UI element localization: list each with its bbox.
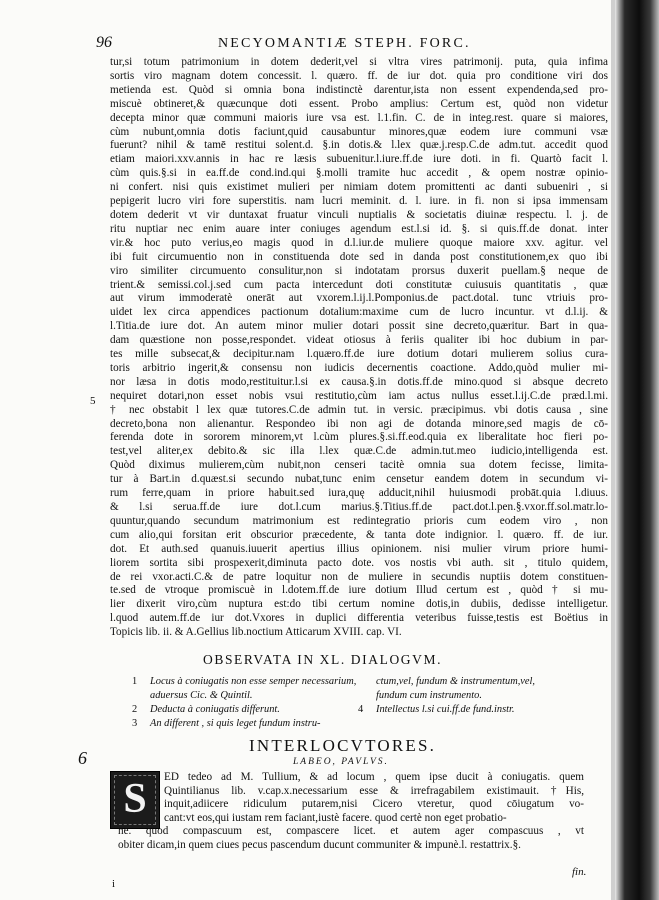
text-line: Quòd diximus mulierem,cùm nubit,non censeri tacitè omnia sua dotem fecisse, limita- — [110, 459, 608, 472]
dialogue-text-continued — [118, 825, 584, 852]
toc-item-number: 3 — [132, 718, 138, 729]
toc-item — [376, 675, 535, 689]
toc-item-number: 1 — [132, 676, 138, 687]
body-text — [110, 56, 608, 640]
text-line: te.sed de vtroque promiscuè in l.dotem.ff.de iure dotium Illud certum est , quòd † si mu- — [110, 584, 608, 597]
section-title: OBSERVATA IN XL. DIALOGVM. — [203, 652, 443, 667]
margin-note: 6 — [78, 748, 87, 768]
running-head: NECYOMANTIÆ STEPH. FORC. — [218, 36, 471, 51]
text-line: ferenda dote in sororem minorem,vt l.cùm plures.§.si.ff.eod.quia ex liberalitate hoc fieri po- — [110, 431, 608, 444]
toc-right-column — [358, 675, 536, 717]
text-line: inquit,adiicere ridiculum putarem,nisi Cicero vteretur, quod cōiugatum vo- — [164, 798, 584, 811]
text-line: tes mille subsecat,& decipitur.nam l.quæro.ff.de iure dotium dotari mulierem solius cura- — [110, 348, 608, 361]
toc-item-number: 4 — [358, 704, 364, 715]
text-line: de rei vxor.acti.C.& de patre loquitur non de muliere in secundis nuptiis dotem constituen- — [110, 570, 608, 583]
toc-item-text: An different , si quis leget fundum instru- — [150, 718, 321, 729]
toc-item — [132, 717, 356, 731]
text-line: l.Titia.de iure dot. An autem minor mulier dotari possit sine decreto,quæritur. Bart in qua- — [110, 320, 608, 333]
interlocutores-heading: INTERLOCVTORES. — [249, 736, 437, 755]
text-line: sortis viro magnam dotem concessit. l. quæro. ff. de iur dot. quia pro conditione viri dos — [110, 69, 608, 82]
text-line: vir.& hoc puto verius,eo magis quod in d.l.iur.de muliere quoque maiore xxv. agitur. vel — [110, 236, 608, 249]
text-line: dot. Et auth.sed quanuis.iuuerit apertius illius opinionem. nisi mulier virum priore humi- — [110, 542, 608, 555]
text-line: rum ferre,quam in priore habuit.sed iura,quę adducit,nihil huiusmodi probāt.quia l.diuus. — [110, 487, 608, 500]
text-line: Topicis lib. ii. & A.Gellius lib.noctium Atticarum XVIII. cap. VI. — [110, 626, 402, 639]
text-line: cùm nubunt,omnia dotis faciunt,quid causabuntur minores,quæ eodem iure communi vsæ — [110, 125, 608, 138]
signature-mark: i — [112, 878, 116, 890]
text-line: nequiret dotari,non esset nobis vsui restitutio,cùm iam actus nullus esset.l.ij.C.de præd.l.mi. — [110, 389, 608, 402]
text-line: miscuè obtineret,& quæcunque doti essent. Probo amplius: Certum est, quòd non videtur — [110, 97, 608, 110]
text-line: & l.si serua.ff.de iure dot.l.cum marius.§.Titius.ff.de pact.dot.l.pen.§.vxor.ff.sol.matr.lo- — [110, 501, 608, 513]
text-line: liorem sortita sibi prospexerit,diminuta pacto dote. vos nostis vbi auth. sit , titulo quidem, — [110, 556, 608, 569]
dropcap-letter: S — [123, 776, 147, 822]
text-line: test,vel aliter,ex debito.& sic illa l.lex quæ.C.de admin.tut.meo iudicio,intelligenda est. — [110, 445, 608, 458]
text-line: nor læsa in dotis modo,restituitur.l.si ex causa.§.in dotis.ff.de mino.quod si absque decreto — [110, 375, 608, 388]
text-line: cant:vt eos,qui iustam rem faciant,iustè facere. quod certè non eget probatio- — [164, 811, 507, 824]
text-line: cùm quis.§.si in ea.ff.de cond.ind.qui §.molli tramite huc accedit , & opem nostræ opinio- — [110, 167, 608, 180]
text-line: metienda est. Quòd si omnia bona indistinctè darentur,ista non essent expendenda,sed pro- — [110, 83, 608, 96]
text-line: ED tedeo ad M. Tullium, & ad locum , quem ipse ducit à coniugatis. quem — [164, 771, 584, 783]
text-line: pepigerit lucro viri fore superstitis. nam lucri meminit. d. l. iure. in fi. non si ipsa immensam — [110, 195, 608, 208]
toc-left-column — [132, 675, 357, 731]
ornamental-dropcap — [110, 771, 160, 829]
text-line: uidet lex circa appendices pactionum dotalium:maxime cum de lucro incuntur. vt d.l.ij. & — [110, 306, 608, 319]
text-line: ni confert. nisi quis existimet mulieri per nimiam dotem promittenti ac danti subueniri , si — [110, 181, 608, 194]
toc-item-subtext: fundum cum instrumento. — [376, 690, 482, 701]
page-header — [96, 34, 576, 56]
text-line: aut virum immoderatè onerāt aut vxorem.l.ij.l.Pomponius.de pact.dotal. tunc vtriuis pro- — [110, 292, 608, 305]
toc-item — [132, 675, 357, 689]
text-line: l.quod autem.ff.de iur dot.Vxores in duplici differentia veteribus fuisse,testis est Boëtius in — [110, 612, 608, 625]
speakers-line: LABEO, PAVLVS. — [293, 757, 389, 767]
text-line: viro similiter circumuento consulitur,non si indotatam prorsus duxerit puellam.§ neque de — [110, 264, 608, 277]
text-line: lier dixerit viro,cùm nuptura est:do tibi certum nomine dotis,in dubiis, dedisse intelligetur. — [110, 598, 608, 611]
toc-item-text: Locus à coniugatis non esse semper necessarium, — [150, 676, 357, 687]
text-line: cum alio,qui forsitan erit obscurior præcedente, & tanta dote indignior. l. quæro. ff. de iur. — [110, 528, 608, 541]
toc-item-continuation — [376, 689, 535, 703]
text-line: tur à Bart.in d.quæst.si secundo nubat,tunc enim censetur eandem dotem in secundum vi- — [110, 473, 608, 486]
text-line: obiter dicam,in quem ciues pecus pascendum ducunt communiter & impunè.l. restattrix.§. — [118, 838, 521, 851]
text-line: fuerunt? nihil & tamē restitui solent.d. §.in dotis.& l.lex quæ.j.resp.C.de adm.tut. accedit quod — [110, 139, 608, 152]
book-edge-shadow — [615, 0, 659, 900]
text-line: toris arbitrio ingerit,& consensu non iudicis decernentis coactione. Addo,quòd mulier mi- — [110, 361, 608, 374]
dialogue-text — [164, 771, 584, 825]
catchword: fin. — [572, 866, 587, 878]
text-line: ritu nuptiar nec enim auare inter coniuges agendum est.l.si id. §. si quis.ff.de donat. inter — [110, 222, 608, 235]
margin-note: 5 — [90, 395, 96, 407]
toc-item-subtext: aduersus Cic. & Quintil. — [150, 690, 253, 701]
text-line: dam quæstione non posse,respondet. videat otiosus à feriis qualiter ibi hoc dubium in par- — [110, 334, 608, 347]
text-line: ibi fuit circumuentio non in constituenda dote sed in danda post constitutionem,ex quo ibi — [110, 250, 608, 263]
toc-item-number: 2 — [132, 704, 138, 715]
text-line: Quintilianus lib. v.cap.x.necessarium esse & irrefragabilem existimauit. †His, — [164, 784, 584, 797]
toc-item-text: Intellectus l.si cui.ff.de fund.instr. — [376, 704, 515, 715]
text-line: etiam maiori.xxv.annis in hac re læsis subuenitur.l.iure.ff.de iure doti. in fi. Quartò facit l. — [110, 153, 608, 166]
toc-item-text: Deducta à coniugatis differunt. — [150, 704, 280, 715]
text-line: decreto,bona non alienantur. Respondeo ibi non agi de dotanda minore,sed magis de cō- — [110, 417, 608, 430]
text-line: ne. quod compascuum est, compascere licet. et autem ager compascuus , vt — [118, 825, 584, 837]
toc-item-continuation — [150, 689, 356, 703]
text-line: dotem dederit vt vir duntaxat fruatur vinculi nuptialis & societatis diuinæ respectu. l. j. de — [110, 208, 608, 221]
toc-item-text: ctum,vel, fundum & instrumentum,vel, — [376, 676, 536, 687]
page-number: 96 — [96, 34, 112, 51]
toc-item — [132, 703, 356, 717]
text-line: decepta minor quæ communi maioris iure vsa est. l.1.fin. C. de in integ.rest. quare si maiores, — [110, 111, 608, 124]
toc-item — [358, 703, 535, 717]
text-line: quuntur,quando secundum matrimonium est redintegratio prioris cum eodem viro , non — [110, 514, 608, 527]
text-line: trient.& semissi.col.j.sed cum pacta intercedunt doti constitutæ cuiusuis quantitatis , quæ — [110, 278, 608, 291]
text-line: tur,si totum patrimonium in dotem dederit,vel si vltra vires patrimonij. puta, quia infima — [110, 56, 608, 68]
text-line: † nec obstabit l lex quæ tutores.C.de admin tut. in versic. præcipimus. vbi dotis causa , sine — [110, 403, 608, 416]
